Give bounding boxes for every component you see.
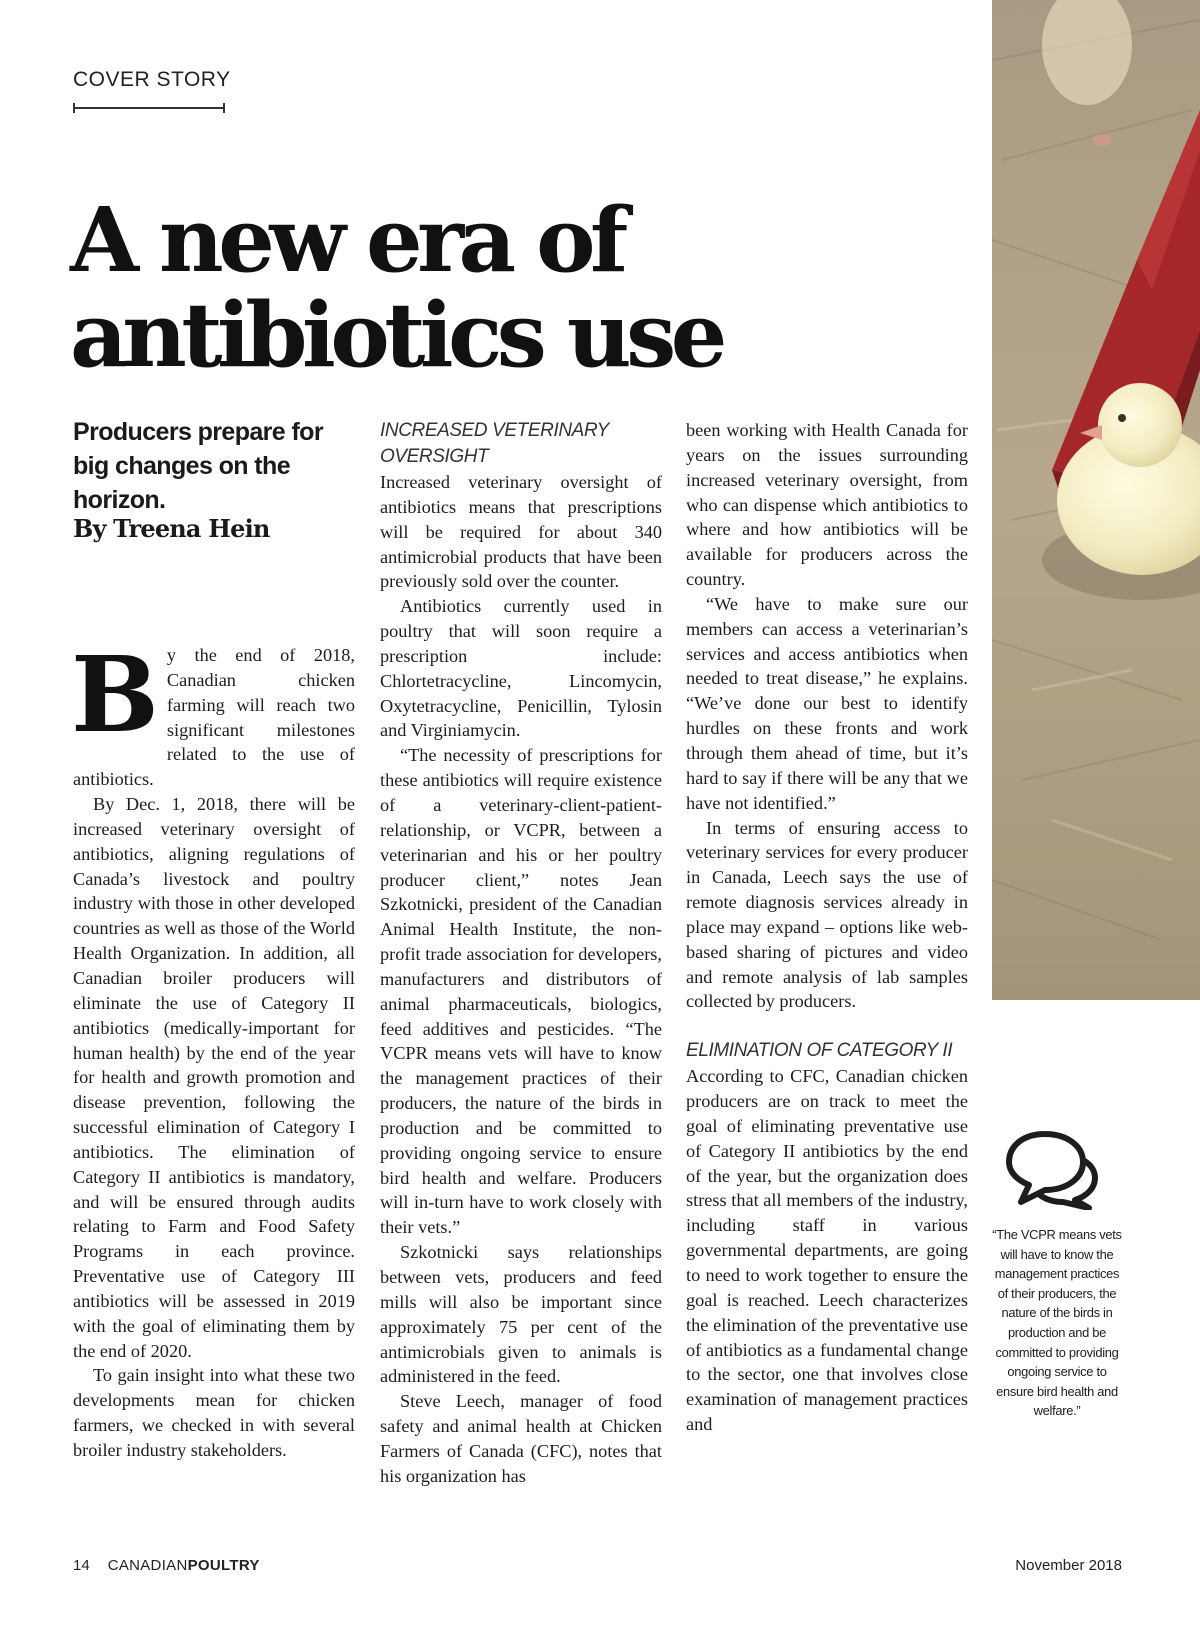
magazine-name-bold: POULTRY bbox=[187, 1557, 260, 1574]
article-column-1 bbox=[71, 633, 355, 1463]
paragraph: Szkotnicki says relationships between vets, producers and feed mills will also be important since approximately 75 per cent of the antimicrobials given to animals is administered in the feed. bbox=[380, 1242, 662, 1387]
paragraph: Antibiotics currently used in poultry that will soon require a prescription include: Chlortetracycline, Lincomycin, Oxytetracycline, Penicillin, Tylosin and Virginiamycin. bbox=[380, 596, 662, 741]
footer-left bbox=[73, 1557, 260, 1574]
paragraph: Increased veterinary oversight of antibiotics means that prescriptions will be required for about 340 antimicrobial products that have been previously sold over the counter. bbox=[380, 472, 662, 592]
paragraph: Steve Leech, manager of food safety and animal health at Chicken Farmers of Canada (CFC), notes that his organization has bbox=[380, 1391, 662, 1486]
paragraph bbox=[71, 633, 355, 792]
subhead-veterinary-oversight: INCREASED VETERINARY OVERSIGHT bbox=[380, 420, 609, 467]
headline-line-2: antibiotics use bbox=[70, 282, 722, 387]
paragraph: “The necessity of prescriptions for these antibiotics will require existence of a veterinary-client-patient-relationship, or VCPR, between a veterinarian and his or her poultry producer client,” notes Jean Szkotnicki, president of the Canadian Animal Health Institute, the non-profit trade association for developers, manufacturers and distributors of animal pharmaceuticals, biologics, feed additives and pesticides. “The VCPR means vets will have to know the management practices of their producers, the nature of the birds in production and be committed to providing ongoing service to ensure bird health and welfare. Producers will in-turn have to work closely with their vets.” bbox=[380, 745, 662, 1238]
pull-quote: “The VCPR means vets will have to know the management practices of their producers, the nature of the birds in production and be committed to providing ongoing service to ensure bird health and welfare.” bbox=[992, 1227, 1122, 1419]
headline-line-1: A new era of bbox=[70, 187, 623, 292]
byline: By Treena Hein bbox=[73, 514, 270, 543]
issue-date: November 2018 bbox=[1015, 1557, 1122, 1574]
paragraph: According to CFC, Canadian chicken producers are on track to meet the goal of eliminating preventative use of Category II antibiotics by the end of the year, but the organization does stress that all members of the industry, including staff in various governmental departments, are going to need to work together to ensure the goal is reached. Leech characterizes the elimination of the preventative use of antibiotics as a fundamental change to the sector, one that involves close examination of management practices and bbox=[686, 1066, 968, 1435]
paragraph: By Dec. 1, 2018, there will be increased veterinary oversight of antibiotics, aligning regulations of Canada’s livestock and poultry industry with those in other developed countries as well as those of the World Health Organization. In addition, all Canadian broiler producers will eliminate the use of Category II antibiotics (medically-important for human health) by the end of the year for health and growth promotion and disease prevention, following the successful elimination of Category I antibiotics. The elimination of Category II antibiotics is mandatory, and will be ensured through audits relating to Farm and Food Safety Programs in each province. Preventative use of Category III antibiotics will be assessed in 2019 with the goal of eliminating them by the end of 2020. bbox=[73, 794, 355, 1361]
drop-cap: B bbox=[71, 633, 159, 756]
section-rule bbox=[73, 107, 225, 109]
page-number: 14 bbox=[73, 1557, 90, 1574]
headline bbox=[70, 187, 950, 387]
paragraph: “We have to make sure our members can access a veterinarian’s services and access antibiotics when needed to treat disease,” he explains. “We’ve done our best to identify hurdles on these fronts and work through them ahead of time, but it’s hard to say if there will be any that we have not identified.” bbox=[686, 593, 968, 813]
paragraph: been working with Health Canada for years on the issues surrounding increased veterinary oversight, from who can dispense which antibiotics to where and how antibiotics will be available for producers across the country. bbox=[686, 420, 968, 590]
paragraph: To gain insight into what these two developments mean for chicken farmers, we checked in with several broiler industry stakeholders. bbox=[73, 1365, 355, 1460]
article-column-2 bbox=[380, 418, 662, 1489]
spacer bbox=[686, 1014, 968, 1038]
paragraph-text: y the end of 2018, Canadian chicken farming will reach two significant milestones related to the use of antibiotics. bbox=[73, 645, 355, 790]
magazine-name-light: CANADIAN bbox=[107, 1557, 188, 1574]
deck: Producers prepare for big changes on the horizon. bbox=[73, 418, 323, 514]
chick-photo bbox=[992, 0, 1200, 1000]
article-column-3 bbox=[686, 418, 968, 1437]
paragraph: In terms of ensuring access to veterinary services for every producer in Canada, Leech says the use of remote diagnosis services already in place may expand – options like web-based sharing of pictures and video and remote analysis of lab samples collected by producers. bbox=[686, 817, 968, 1012]
speech-bubbles-icon bbox=[1005, 1130, 1105, 1210]
subhead-elimination: ELIMINATION OF CATEGORY II bbox=[686, 1040, 953, 1062]
section-label: COVER STORY bbox=[73, 68, 231, 91]
